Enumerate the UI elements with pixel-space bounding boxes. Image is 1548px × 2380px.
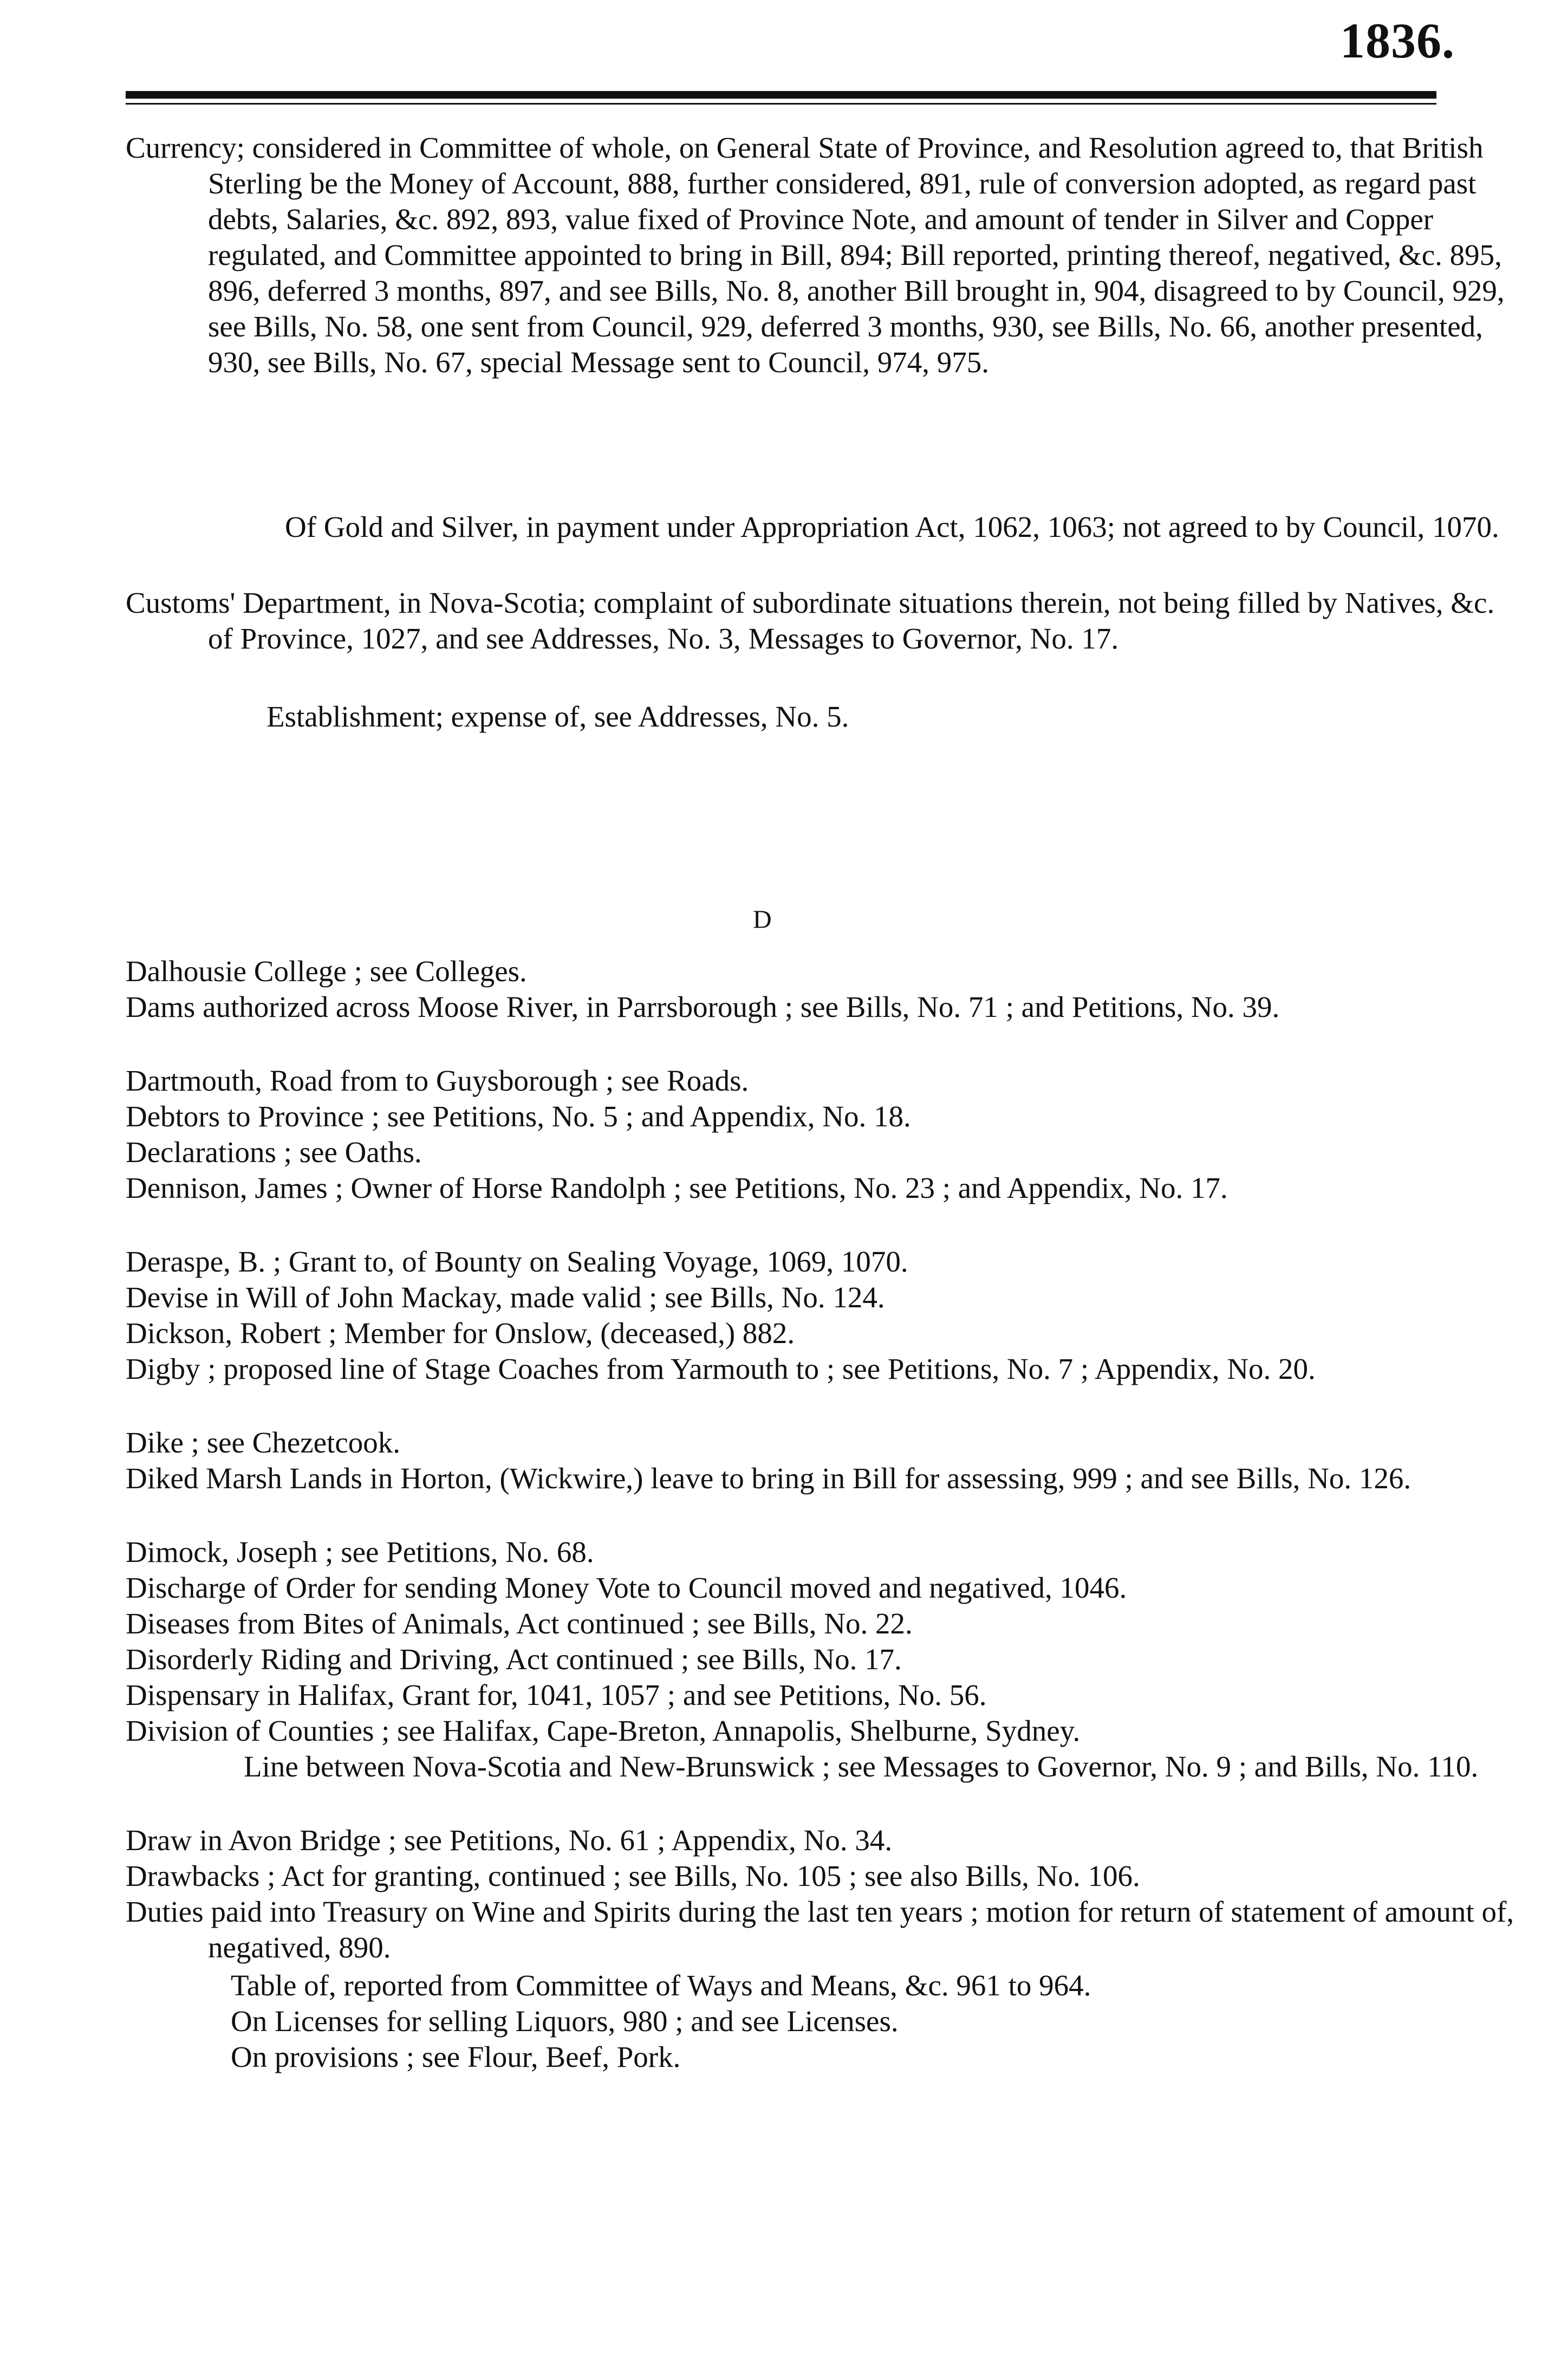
- header-rule: [126, 91, 1436, 99]
- index-entry: Diseases from Bites of Animals, Act continued ; see Bills, No. 22.: [126, 1607, 913, 1640]
- index-entry: Debtors to Province ; see Petitions, No. 5 ; and Appendix, No. 18.: [126, 1100, 911, 1133]
- index-subentry: Table of, reported from Committee of Ways and Means, &c. 961 to 964.: [231, 1969, 1091, 2002]
- index-subentry-establishment: Establishment; expense of, see Addresses, No. 5.: [266, 700, 849, 733]
- index-entry: Dike ; see Chezetcook.: [126, 1426, 401, 1459]
- header-rule-thin: [126, 103, 1436, 105]
- index-entry: Declarations ; see Oaths.: [126, 1136, 422, 1169]
- index-entry: Draw in Avon Bridge ; see Petitions, No. 61 ; Appendix, No. 34.: [126, 1824, 893, 1857]
- index-entry: Division of Counties ; see Halifax, Cape-Breton, Annapolis, Shelburne, Sydney.: [126, 1714, 1081, 1747]
- index-entry: Duties paid into Treasury on Wine and Spirits during the last ten years ; motion for return of statement of amount of, negatived, 890.: [126, 1895, 1514, 1964]
- index-entry: Disorderly Riding and Driving, Act continued ; see Bills, No. 17.: [126, 1643, 902, 1676]
- index-subentry-gold-silver: Of Gold and Silver, in payment under Appropriation Act, 1062, 1063; not agreed to by Council, 1070.: [285, 510, 1499, 543]
- index-entry: Dickson, Robert ; Member for Onslow, (deceased,) 882.: [126, 1317, 795, 1350]
- index-subentry: On provisions ; see Flour, Beef, Pork.: [231, 2040, 681, 2073]
- page-year: 1836.: [1340, 13, 1455, 68]
- index-entry-currency: Currency; considered in Committee of whole, on General State of Province, and Resolution agreed to, that British Sterling be the Money of Account, 888, further considered, 891, rule of conversion adopted, as regard past debts, Salaries, &c. 892, 893, value fixed of Province Note, and amount of tender in Silver and Copper regulated, and Committee appointed to bring in Bill, 894; Bill reported, printing thereof, negatived, &c. 895, 896, deferred 3 months, 897, and see Bills, No. 8, another Bill brought in, 904, disagreed to by Council, 929, see Bills, No. 58, one sent from Council, 929, deferred 3 months, 930, see Bills, No. 66, another presented, 930, see Bills, No. 67, special Message sent to Council, 974, 975.: [126, 131, 1505, 379]
- index-subentry: Line between Nova-Scotia and New-Brunswick ; see Messages to Governor, No. 9 ; and Bills, No. 110.: [244, 1750, 1479, 1783]
- index-entry: Deraspe, B. ; Grant to, of Bounty on Sealing Voyage, 1069, 1070.: [126, 1245, 908, 1278]
- index-entry: Dennison, James ; Owner of Horse Randolph ; see Petitions, No. 23 ; and Appendix, No. 17.: [126, 1171, 1228, 1204]
- index-entry: Dispensary in Halifax, Grant for, 1041, 1057 ; and see Petitions, No. 56.: [126, 1678, 987, 1711]
- index-entry: Devise in Will of John Mackay, made valid ; see Bills, No. 124.: [126, 1281, 885, 1314]
- index-entry-customs: Customs' Department, in Nova-Scotia; complaint of subordinate situations therein, not being filled by Natives, &c. of Province, 1027, and see Addresses, No. 3, Messages to Governor, No. 17.: [126, 586, 1495, 655]
- index-entry: Drawbacks ; Act for granting, continued ; see Bills, No. 105 ; see also Bills, No. 106.: [126, 1859, 1140, 1892]
- index-subentry: On Licenses for selling Liquors, 980 ; and see Licenses.: [231, 2005, 899, 2038]
- index-entry: Dams authorized across Moose River, in Parrsborough ; see Bills, No. 71 ; and Petitions, No. 39.: [126, 990, 1280, 1023]
- index-entry: Dartmouth, Road from to Guysborough ; see Roads.: [126, 1064, 749, 1097]
- index-entry: Dalhousie College ; see Colleges.: [126, 955, 527, 988]
- index-entry: Dimock, Joseph ; see Petitions, No. 68.: [126, 1535, 594, 1568]
- index-entry: Diked Marsh Lands in Horton, (Wickwire,) leave to bring in Bill for assessing, 999 ; and see Bills, No. 126.: [126, 1462, 1412, 1495]
- index-entry: Digby ; proposed line of Stage Coaches from Yarmouth to ; see Petitions, No. 7 ; Appendix, No. 20.: [126, 1352, 1316, 1385]
- index-entry: Discharge of Order for sending Money Vote to Council moved and negatived, 1046.: [126, 1571, 1127, 1604]
- section-letter-d: D: [753, 905, 772, 934]
